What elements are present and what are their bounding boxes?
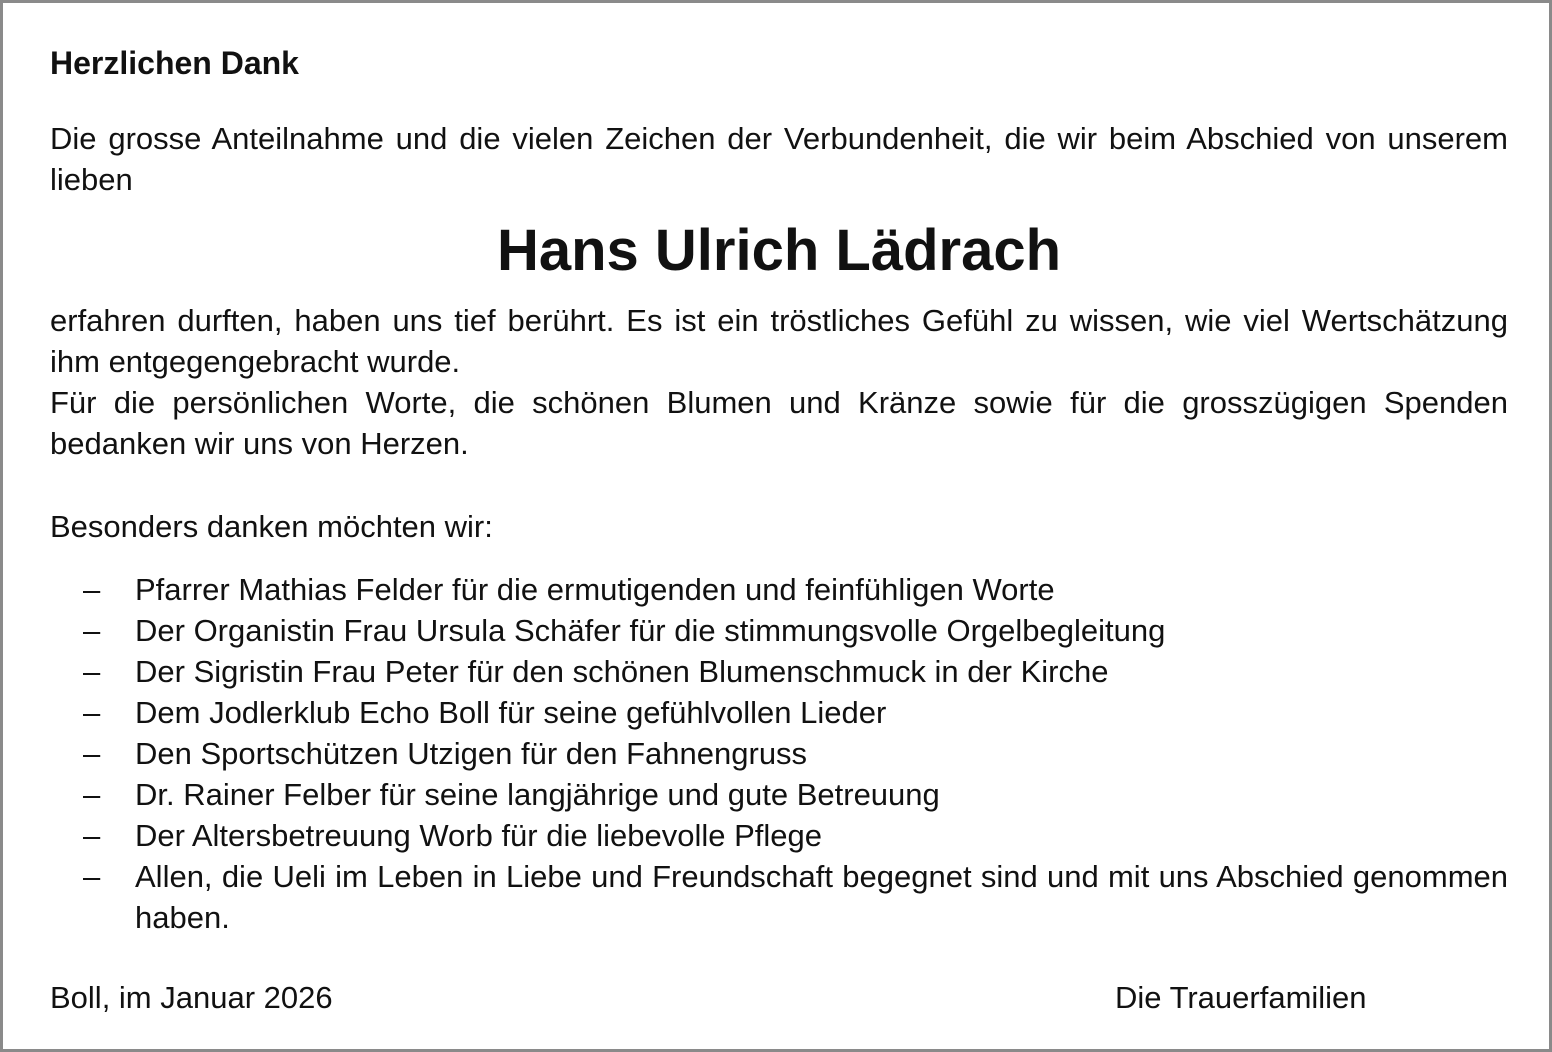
bullet-dash: – [83, 654, 101, 689]
bullet-dash: – [83, 777, 101, 812]
thanks-item-text: Dem Jodlerklub Echo Boll für seine gefühlvollen Lieder [135, 695, 887, 730]
bullet-dash: – [83, 736, 101, 771]
intro-paragraph: Die grosse Anteilnahme und die vielen Zeichen der Verbundenheit, die wir beim Abschied von unserem lieben [50, 121, 1508, 197]
bullet-dash: – [83, 613, 101, 648]
thanks-list [50, 569, 1508, 938]
thanks-item-text: Pfarrer Mathias Felder für die ermutigenden und feinfühligen Worte [135, 572, 1055, 607]
thanks-item-text: Dr. Rainer Felber für seine langjährige und gute Betreuung [135, 777, 940, 812]
thanks-list-item [50, 651, 1508, 692]
notice-content [50, 43, 1508, 938]
bullet-dash: – [83, 859, 101, 894]
bullet-dash: – [83, 572, 101, 607]
signature: Die Trauerfamilien [1115, 980, 1367, 1015]
thanks-list-item [50, 610, 1508, 651]
notice-footer [50, 977, 1508, 1018]
place-date: Boll, im Januar 2026 [50, 980, 333, 1015]
body-paragraph-2: Für die persönlichen Worte, die schönen Blumen und Kränze sowie für die grosszügigen Spenden bedanken wir uns von Herzen. [50, 385, 1508, 461]
thanks-item-text: Der Organistin Frau Ursula Schäfer für die stimmungsvolle Orgelbegleitung [135, 613, 1166, 648]
bullet-dash: – [83, 818, 101, 853]
thanks-list-item [50, 692, 1508, 733]
thanks-list-item [50, 815, 1508, 856]
thanks-list-item [50, 774, 1508, 815]
notice-heading: Herzlichen Dank [50, 45, 299, 81]
special-thanks-label: Besonders danken möchten wir: [50, 509, 493, 544]
bullet-dash: – [83, 695, 101, 730]
thanks-item-text: Allen, die Ueli im Leben in Liebe und Freundschaft begegnet sind und mit uns Abschied genommen haben. [135, 859, 1508, 935]
thanks-list-item [50, 733, 1508, 774]
deceased-name: Hans Ulrich Lädrach [496, 218, 1062, 283]
thanks-item-text: Den Sportschützen Utzigen für den Fahnengruss [135, 736, 808, 771]
thanks-list-item [50, 569, 1508, 610]
body-paragraph-1: erfahren durften, haben uns tief berührt. Es ist ein tröstliches Gefühl zu wissen, wie viel Wertschätzung ihm entgegengebracht wurde. [50, 303, 1508, 379]
thanks-item-text: Der Sigristin Frau Peter für den schönen Blumenschmuck in der Kirche [135, 654, 1109, 689]
thanks-item-text: Der Altersbetreuung Worb für die liebevolle Pflege [135, 818, 822, 853]
thanks-list-item [50, 856, 1508, 938]
